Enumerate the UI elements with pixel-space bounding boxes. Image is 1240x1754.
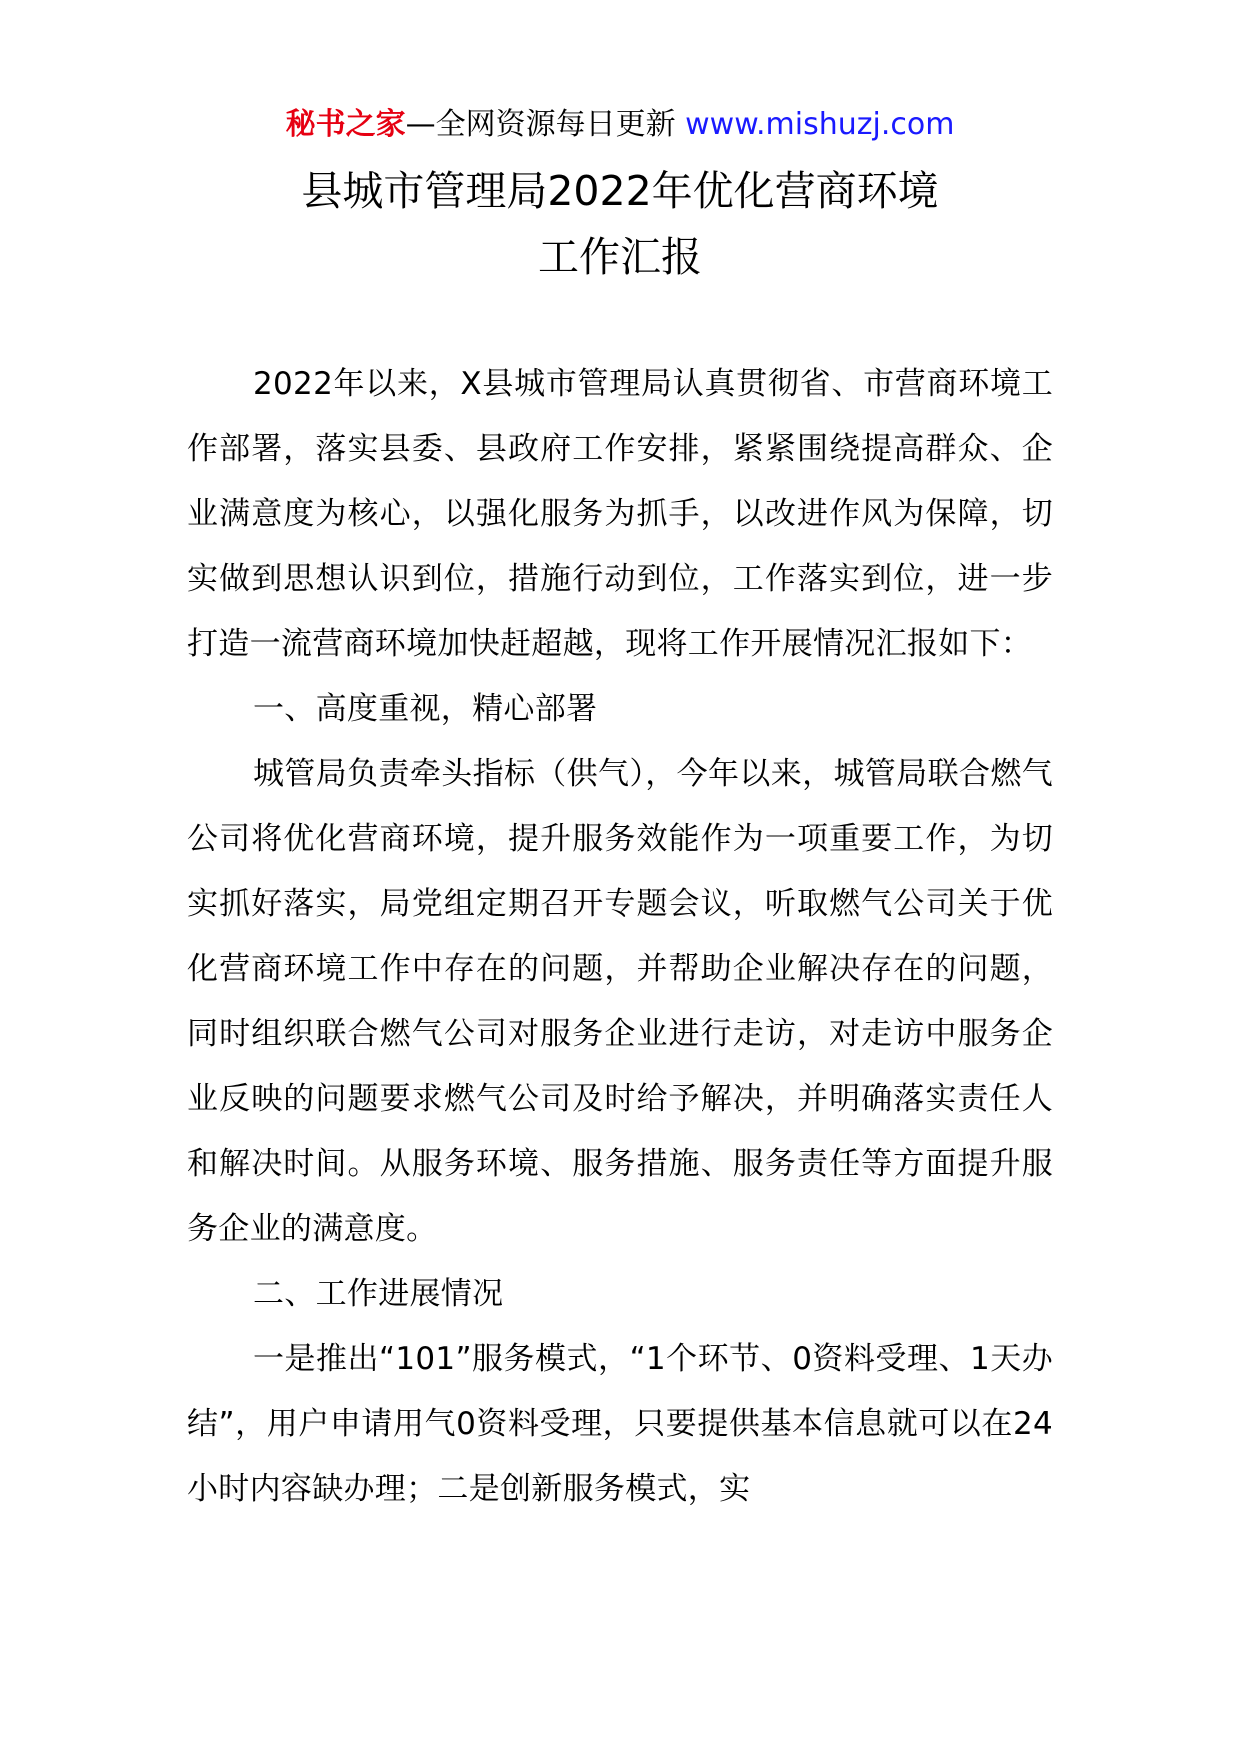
paragraph-section-1: 城管局负责牵头指标（供气），今年以来，城管局联合燃气公司将优化营商环境，提升服务效能作为一项重要工作，为切实抓好落实，局党组定期召开专题会议，听取燃气公司关于优化营商环境工作中存在的问题，并帮助企业解决存在的问题，同时组织联合燃气公司对服务企业进行走访，对走访中服务企业反映的问题要求燃气公司及时给予解决，并明确落实责任人和解决时间。从服务环境、服务措施、服务责任等方面提升服务企业的满意度。 bbox=[187, 756, 1053, 1247]
document-title-line-1: 县城市管理局2022年优化营商环境 bbox=[301, 167, 939, 215]
paragraph-intro: 2022年以来，X县城市管理局认真贯彻省、市营商环境工作部署，落实县委、县政府工作安排，紧紧围绕提高群众、企业满意度为核心，以强化服务为抓手，以改进作风为保障，切实做到思想认识到位，措施行动到位，工作落实到位，进一步打造一流营商环境加快赶超越，现将工作开展情况汇报如下： bbox=[187, 366, 1053, 662]
site-header bbox=[0, 102, 1240, 148]
site-url-link[interactable]: www.mishuzj.com bbox=[685, 107, 955, 142]
paragraph-section-2: 一是推出“101”服务模式，“1个环节、0资料受理、1天办结”，用户申请用气0资料受理，只要提供基本信息就可以在24小时内容缺办理；二是创新服务模式，实 bbox=[187, 1341, 1053, 1507]
section-heading-2: 二、工作进展情况 bbox=[253, 1276, 504, 1312]
document-body bbox=[187, 352, 1053, 1522]
brand-name: 秘书之家 bbox=[285, 107, 406, 142]
header-slogan: —全网资源每日更新 bbox=[405, 107, 686, 142]
document-title-line-2: 工作汇报 bbox=[538, 233, 702, 281]
section-heading-1: 一、高度重视，精心部署 bbox=[253, 691, 598, 727]
